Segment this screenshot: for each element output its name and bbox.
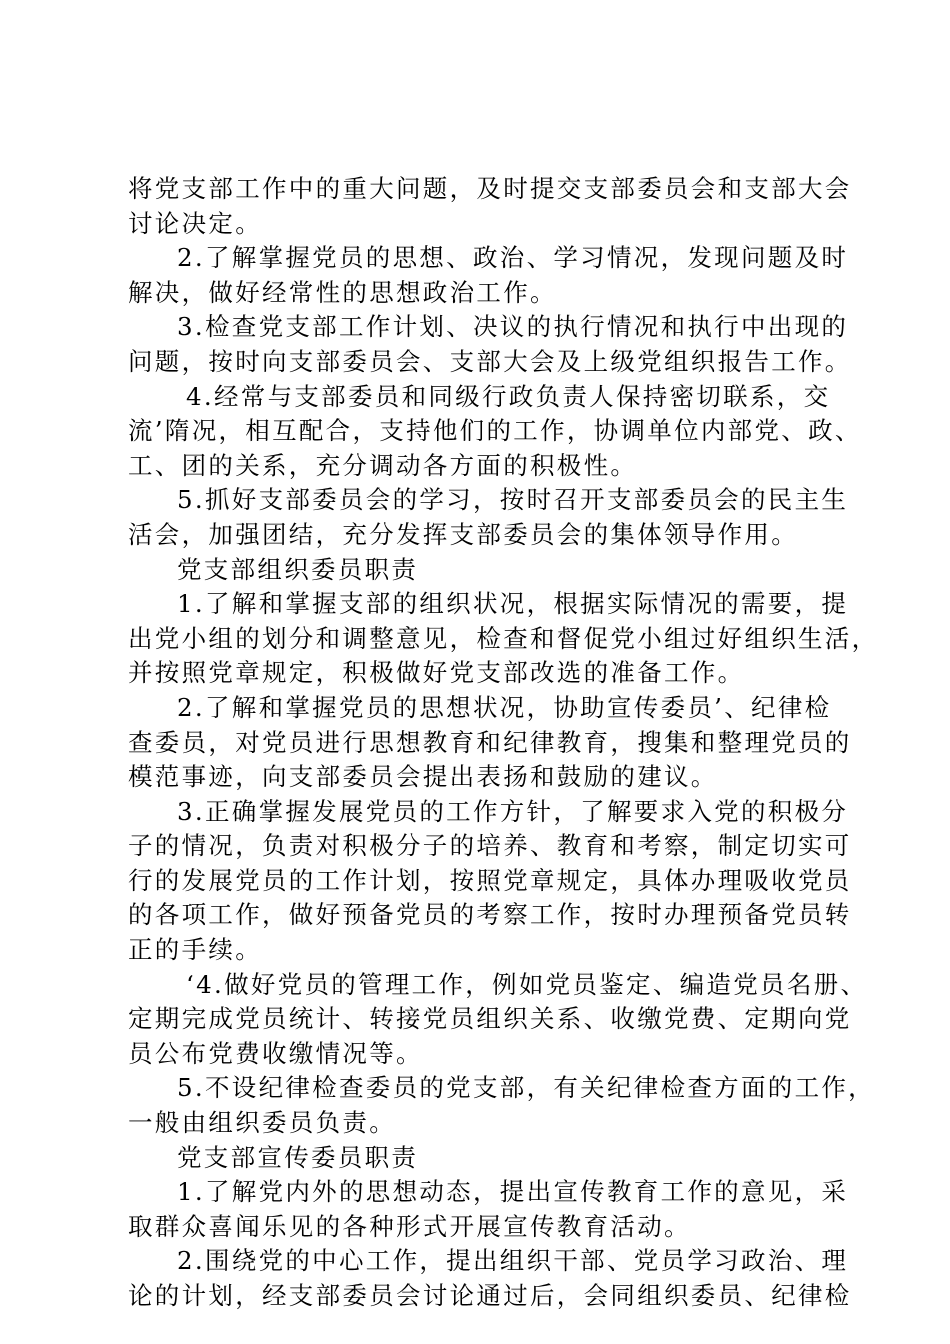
text-line: 并按照党章规定，积极做好党支部改选的准备工作。 — [128, 658, 745, 688]
text-line: 党支部宣传委员职责 — [177, 1142, 419, 1172]
text-line: 3.检查党支部工作计划、决议的执行情况和执行中出现的 — [177, 312, 849, 342]
text-line: 3.正确掌握发展党员的工作方针，了解要求入党的积极分 — [177, 796, 849, 826]
text-line: 2.围绕党的中心工作，提出组织干部、党员学习政治、理 — [177, 1246, 849, 1276]
text-line: 一般由组织委员负责。 — [128, 1108, 396, 1138]
text-line: 出党小组的划分和调整意见，检查和督促党小组过好组织生活， — [128, 623, 879, 653]
text-line: 工、团的关系，充分调动各方面的积极性。 — [128, 450, 638, 480]
text-line: 解决，做好经常性的思想政治工作。 — [128, 277, 557, 307]
text-line: 将党支部工作中的重大问题，及时提交支部委员会和支部大会 — [128, 174, 852, 203]
document-body — [128, 172, 879, 1314]
text-line: ‘4.做好党员的管理工作，例如党员鉴定、编造党员名册、 — [186, 969, 868, 999]
text-line: 5.抓好支部委员会的学习，按时召开支部委员会的民主生 — [177, 485, 849, 515]
text-line: 1.了解和掌握支部的组织状况，根据实际情况的需要，提 — [177, 589, 849, 619]
text-line: 讨论决定。 — [128, 208, 262, 238]
text-line: 论的计划，经支部委员会讨论通过后，会同组织委员、纪律检 — [128, 1281, 852, 1310]
text-line: 模范事迹，向支部委员会提出表扬和鼓励的建议。 — [128, 762, 718, 792]
text-line: 活会，加强团结，充分发挥支部委员会的集体领导作用。 — [128, 519, 798, 549]
text-line: 5.不设纪律检查委员的党支部，有关纪律检查方面的工作， — [177, 1073, 875, 1103]
text-line: 2.了解和掌握党员的思想状况，协助宣传委员’、纪律检 — [177, 692, 832, 722]
text-line: 流’隋况，相互配合，支持他们的工作，协调单位内部党、政、 — [128, 416, 862, 446]
text-line: 子的情况，负责对积极分子的培养、教育和考察，制定切实可 — [128, 831, 852, 861]
text-line: 党支部组织委员职责 — [177, 554, 419, 584]
text-line: 定期完成党员统计、转接党员组织关系、收缴党费、定期向党 — [128, 1004, 852, 1034]
text-line: 查委员，对党员进行思想教育和纪律教育，搜集和整理党员的 — [128, 727, 852, 757]
text-line: 正的手续。 — [128, 935, 262, 965]
text-line: 员公布党费收缴情况等。 — [128, 1038, 423, 1068]
text-line: 1.了解党内外的思想动态，提出宣传教育工作的意见，采 — [177, 1177, 849, 1207]
text-line: 的各项工作，做好预备党员的考察工作，按时办理预备党员转 — [128, 900, 852, 930]
text-line: 问题，按时向支部委员会、支部大会及上级党组织报告工作。 — [128, 346, 852, 376]
text-line: 行的发展党员的工作计划，按照党章规定，具体办理吸收党员 — [128, 865, 852, 895]
text-line: 4.经常与支部委员和同级行政负责人保持密切联系，交 — [186, 381, 831, 411]
text-line: 2.了解掌握党员的思想、政治、学习情况，发现问题及时 — [177, 243, 849, 273]
text-line: 取群众喜闻乐见的各种形式开展宣传教育活动。 — [128, 1211, 691, 1241]
